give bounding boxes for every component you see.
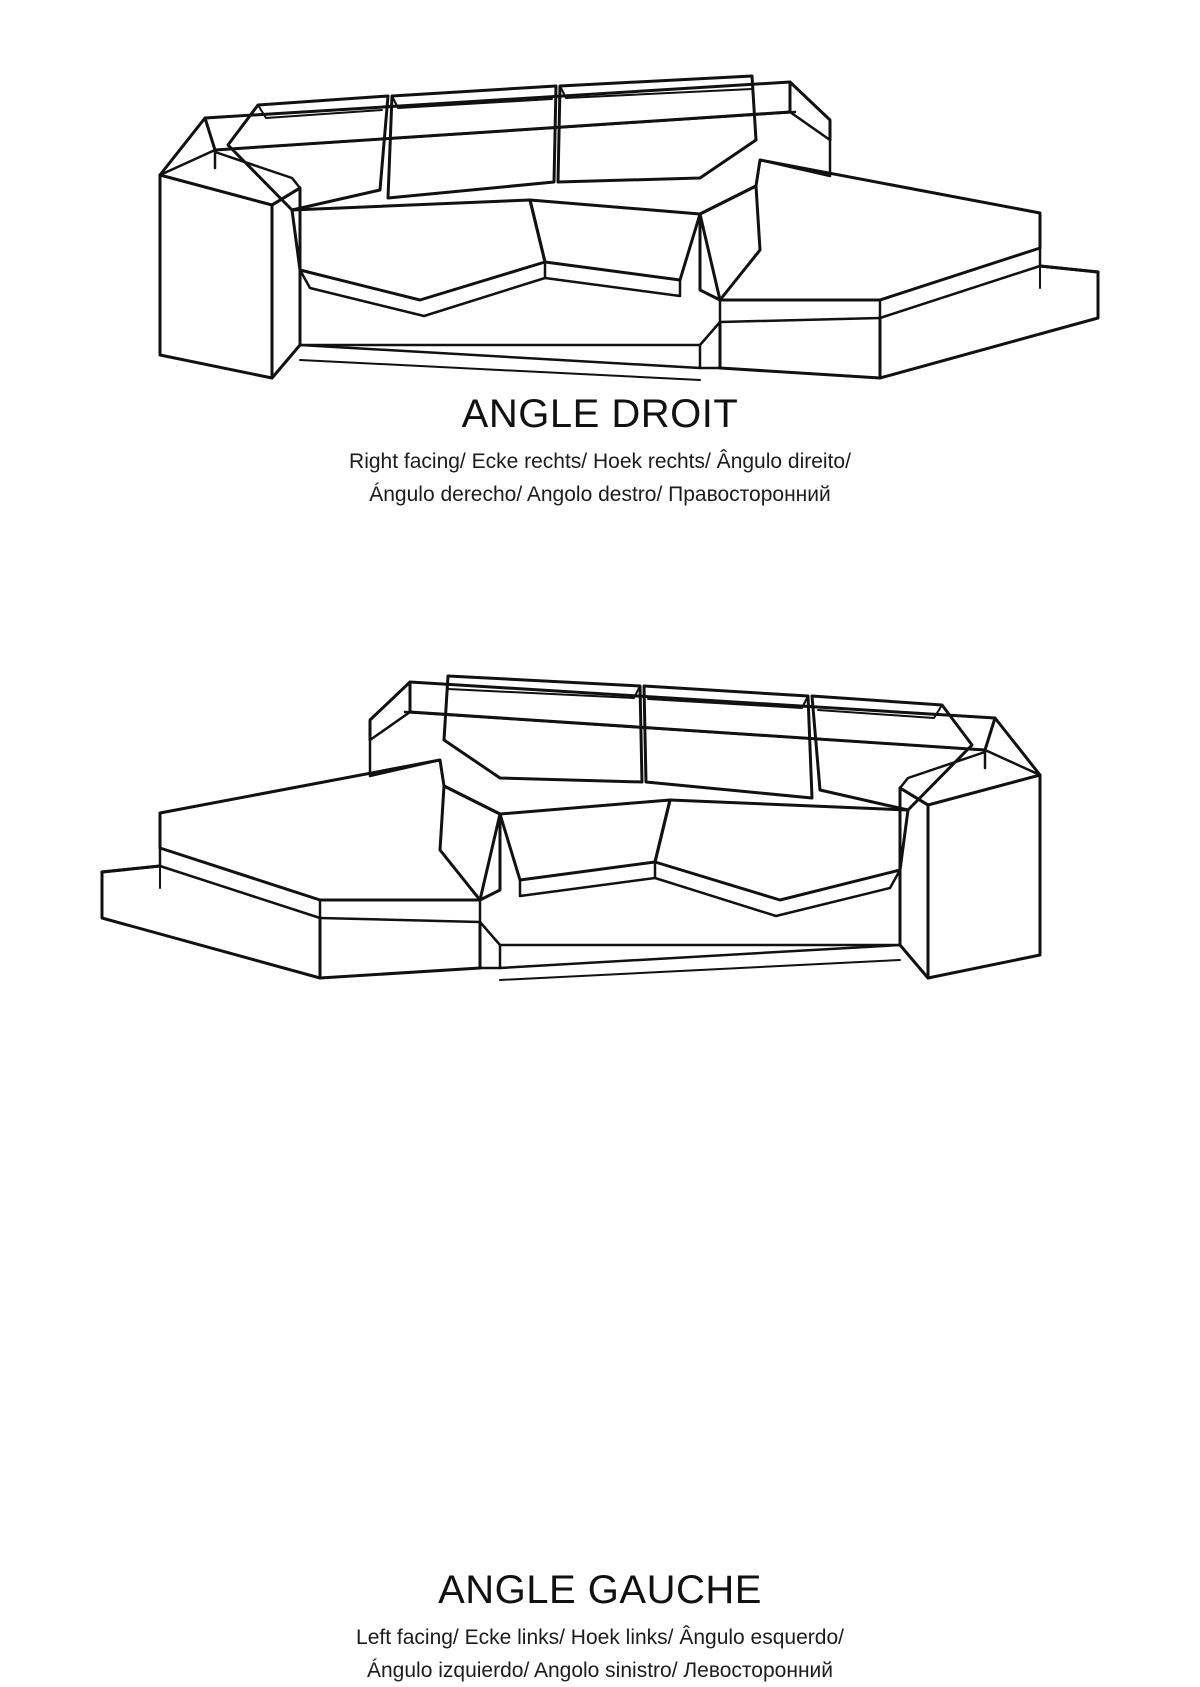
figure-panel-right-facing xyxy=(0,0,1200,580)
sectional-sofa-left-facing-illustration xyxy=(0,600,1200,1000)
caption-left-facing xyxy=(0,1568,1200,1687)
sectional-sofa-right-facing-illustration xyxy=(0,0,1200,400)
figure-panel-left-facing xyxy=(0,600,1200,1682)
caption-right-facing xyxy=(0,392,1200,511)
caption-line-2: Ángulo derecho/ Angolo destro/ Правосторонний xyxy=(369,482,831,506)
caption-line-1: Left facing/ Ecke links/ Hoek links/ Ângulo esquerdo/ xyxy=(356,1626,844,1649)
caption-line-1: Right facing/ Ecke rechts/ Hoek rechts/ Ângulo direito/ xyxy=(349,450,851,473)
caption-title-left-facing: ANGLE GAUCHE xyxy=(438,1568,762,1612)
caption-line-2: Ángulo izquierdo/ Angolo sinistro/ Левосторонний xyxy=(367,1658,833,1682)
caption-subtitle-right-facing xyxy=(0,446,1200,511)
caption-subtitle-left-facing xyxy=(0,1622,1200,1687)
caption-title-right-facing: ANGLE DROIT xyxy=(461,392,739,436)
